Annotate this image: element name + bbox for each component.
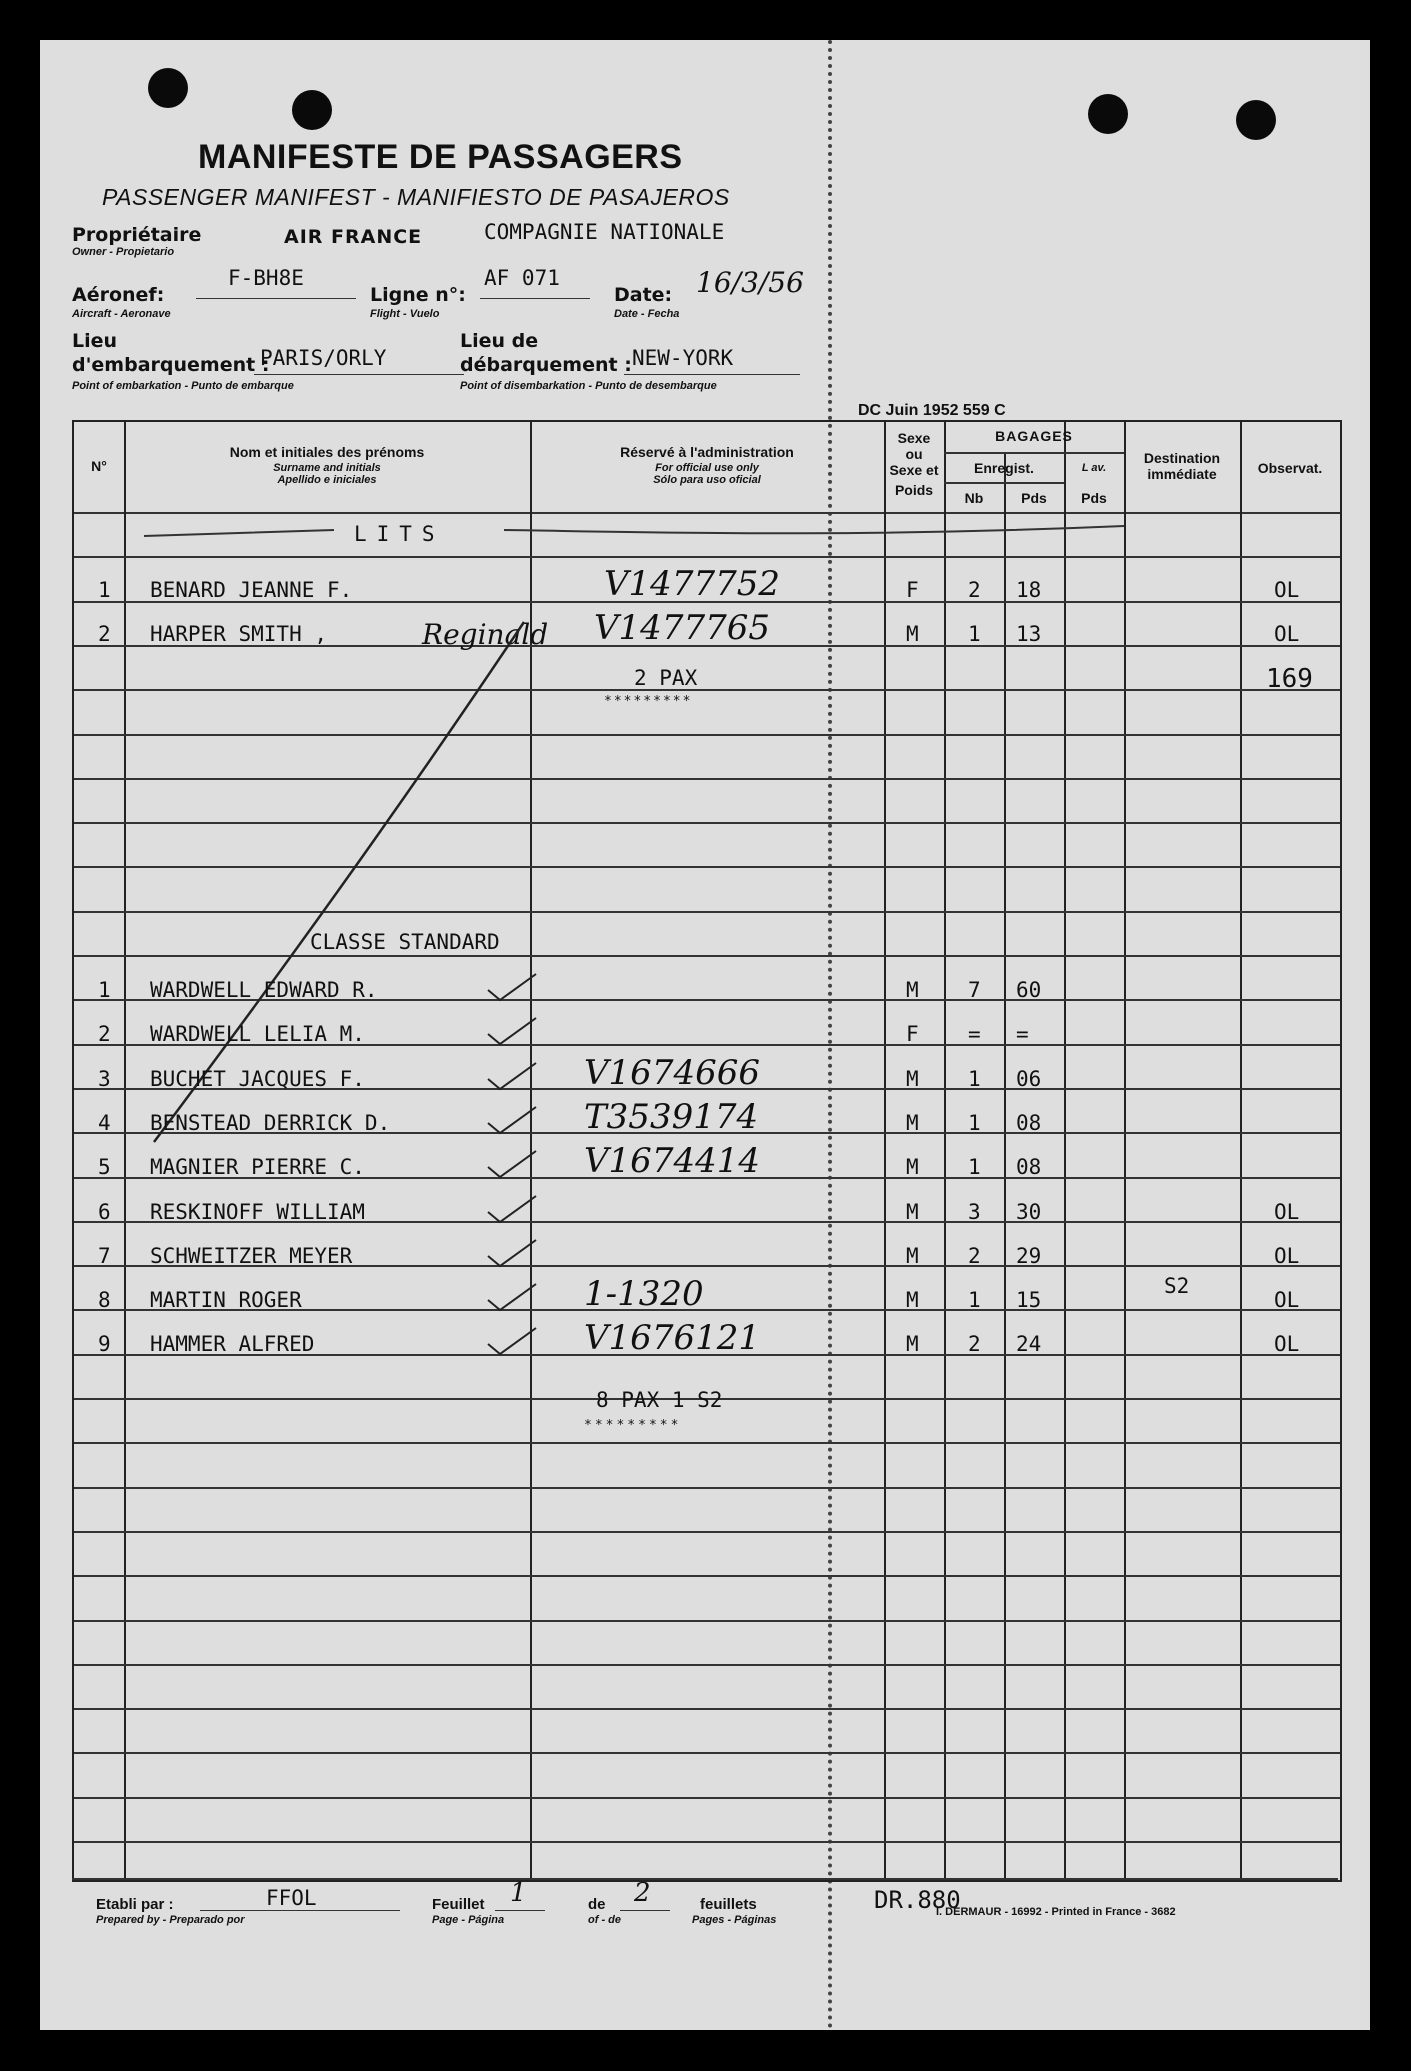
owner-value: AIR FRANCE: [284, 226, 423, 248]
standard-row-8-sex: M: [906, 1288, 919, 1313]
lits-total: 2 PAX: [634, 666, 698, 690]
standard-row-8-name: MARTIN ROGER: [150, 1288, 302, 1313]
standard-row-2-name: WARDWELL LELIA M.: [150, 1022, 365, 1047]
standard-row-8-admin: 1-1320: [584, 1274, 704, 1315]
col-header-free: L av.: [1081, 462, 1107, 474]
embark-label-2: d'embarquement :: [72, 354, 270, 376]
lits-row-2-nb: 1: [968, 622, 981, 646]
aircraft-sublabel: Aircraft - Aeronave: [72, 308, 171, 320]
standard-row-4-no: 4: [98, 1110, 111, 1135]
punch-hole: [148, 68, 188, 108]
standard-row-1-name: WARDWELL EDWARD R.: [150, 978, 378, 1002]
check-mark: [484, 1059, 564, 1099]
standard-row-8-dest: S2: [1164, 1274, 1190, 1299]
check-mark: [484, 1324, 564, 1364]
passenger-table: [72, 420, 1342, 1882]
table-row-line: [74, 1708, 1340, 1710]
col-header-admin-sub1: For official use only: [655, 462, 759, 474]
check-mark: [484, 1103, 564, 1143]
standard-row-9-admin: V1676121: [584, 1318, 760, 1359]
standard-row-8-nb: 1: [968, 1288, 981, 1313]
standard-row-5-admin: V1674414: [584, 1141, 760, 1182]
of-sublabel: of - de: [588, 1914, 621, 1926]
established-value: FFOL: [266, 1886, 317, 1910]
section-lits-label: LITS: [354, 522, 445, 546]
standard-row-6-no: 6: [98, 1199, 111, 1224]
standard-row-1-no: 1: [98, 978, 111, 1002]
check-mark: [484, 1236, 564, 1276]
lits-row-1-name: BENARD JEANNE F.: [150, 578, 353, 602]
standard-row-6-pds: 30: [1016, 1199, 1042, 1224]
standard-row-6-nb: 3: [968, 1199, 981, 1224]
disembark-label: Lieu de: [460, 330, 539, 352]
col-header-pds: Pds: [1021, 490, 1047, 506]
date-label: Date:: [614, 284, 673, 306]
sheet-label: Feuillet: [432, 1896, 485, 1913]
date-sublabel: Date - Fecha: [614, 308, 680, 320]
disembark-value: NEW-YORK: [632, 346, 734, 370]
check-mark: [484, 970, 564, 1010]
pages-label: feuillets: [700, 1896, 757, 1913]
lits-total-stars: *********: [604, 694, 693, 709]
standard-row-7-no: 7: [98, 1243, 111, 1268]
table-row-line: [74, 1442, 1340, 1444]
standard-row-4-admin: T3539174: [584, 1096, 759, 1137]
table-row-line: [74, 1664, 1340, 1666]
lits-row-2-pds: 13: [1016, 622, 1042, 646]
disembark-label-2: débarquement :: [460, 354, 632, 376]
col-header-nb: Nb: [964, 490, 984, 506]
standard-row-7-pds: 29: [1016, 1243, 1042, 1268]
col-header-admin: Réservé à l'administration: [620, 444, 794, 460]
standard-row-4-nb: 1: [968, 1110, 981, 1135]
date-value: 16/3/56: [696, 266, 804, 299]
col-header-no: N°: [91, 458, 107, 474]
standard-row-2-no: 2: [98, 1022, 111, 1047]
standard-row-7-sex: M: [906, 1243, 919, 1268]
standard-row-5-nb: 1: [968, 1155, 981, 1180]
lits-flourish: [144, 518, 1144, 548]
standard-row-9-nb: 2: [968, 1332, 981, 1357]
lits-row-2-name: HARPER SMITH ,: [150, 622, 328, 646]
col-header-sex-4: Poids: [894, 482, 934, 498]
table-row-line: [74, 1620, 1340, 1622]
standard-row-2-nb: =: [968, 1022, 981, 1047]
lits-row-1-obs: OL: [1274, 578, 1300, 602]
standard-total-stars: *********: [584, 1418, 682, 1433]
standard-row-3-name: BUCHET JACQUES F.: [150, 1066, 365, 1091]
established-label: Etabli par :: [96, 1896, 174, 1913]
aircraft-label: Aéronef:: [72, 284, 165, 306]
punch-hole: [1236, 100, 1276, 140]
col-header-registered: Enregist.: [974, 460, 1034, 476]
standard-row-3-admin: V1674666: [584, 1052, 760, 1093]
standard-row-4-name: BENSTEAD DERRICK D.: [150, 1110, 391, 1135]
standard-row-1-sex: M: [906, 978, 919, 1002]
check-mark: [484, 1192, 564, 1232]
standard-row-9-sex: M: [906, 1332, 919, 1357]
standard-row-5-pds: 08: [1016, 1155, 1042, 1180]
punch-hole: [1088, 94, 1128, 134]
lits-row-1-no: 1: [98, 578, 111, 602]
owner-label: Propriétaire: [72, 224, 202, 246]
lits-row-2-no: 2: [98, 622, 111, 646]
standard-row-7-name: SCHWEITZER MEYER: [150, 1243, 353, 1268]
standard-row-9-pds: 24: [1016, 1332, 1042, 1357]
section-standard-label: CLASSE STANDARD: [310, 930, 500, 954]
manifest-sheet: [40, 40, 1370, 2030]
printer-imprint: I. DERMAUR - 16992 - Printed in France - 3682: [936, 1906, 1176, 1918]
standard-row-9-name: HAMMER ALFRED: [150, 1332, 315, 1357]
manifest-subtitle: PASSENGER MANIFEST - MANIFIESTO DE PASAJEROS: [102, 184, 730, 210]
standard-row-5-sex: M: [906, 1155, 919, 1180]
dr-number: DR.880: [874, 1886, 961, 1914]
table-row-line: [74, 1797, 1340, 1799]
standard-row-9-no: 9: [98, 1332, 111, 1357]
col-header-sex-3: Sexe et: [889, 462, 939, 478]
standard-row-8-no: 8: [98, 1288, 111, 1313]
standard-row-7-nb: 2: [968, 1243, 981, 1268]
owner-sublabel: Owner - Propietario: [72, 246, 175, 258]
flight-label: Ligne n°:: [370, 284, 466, 306]
lits-row-2-sex: M: [906, 622, 919, 646]
owner-value-typed: COMPAGNIE NATIONALE: [484, 220, 725, 244]
standard-row-3-pds: 06: [1016, 1066, 1042, 1091]
lits-row-2-obs: OL: [1274, 622, 1300, 646]
col-header-destination: Destination immédiate: [1143, 450, 1221, 482]
standard-row-9-obs: OL: [1274, 1332, 1300, 1357]
col-header-sex: Sexe: [897, 430, 931, 446]
standard-row-6-sex: M: [906, 1199, 919, 1224]
lits-row-1-admin: V1477752: [604, 564, 780, 604]
col-header-name-sub1: Surname and initials: [273, 462, 381, 474]
standard-row-3-sex: M: [906, 1066, 919, 1091]
of-label: de: [588, 1896, 606, 1913]
aircraft-value: F-BH8E: [228, 266, 304, 290]
form-code: DC Juin 1952 559 C: [858, 402, 1006, 419]
table-row-line: [74, 556, 1340, 558]
col-header-baggage: BAGAGES: [995, 428, 1073, 444]
pages-sublabel: Pages - Páginas: [692, 1914, 777, 1926]
standard-row-6-obs: OL: [1274, 1199, 1300, 1224]
col-header-sex-2: ou: [905, 446, 923, 462]
lits-row-2-admin: V1477765: [594, 608, 770, 648]
table-row-line: [74, 1752, 1340, 1754]
standard-row-1-pds: 60: [1016, 978, 1042, 1002]
standard-row-4-pds: 08: [1016, 1110, 1042, 1135]
lits-row-2-annotation: Reginald: [422, 618, 549, 651]
check-mark: [484, 1147, 564, 1187]
disembark-sublabel: Point of disembarkation - Punto de desembarque: [460, 380, 717, 392]
table-row-line: [74, 1531, 1340, 1533]
col-header-name: Nom et initiales des prénoms: [229, 444, 425, 460]
standard-total: 8 PAX 1 S2: [596, 1388, 723, 1412]
standard-row-2-pds: =: [1016, 1022, 1029, 1047]
embark-value: PARIS/ORLY: [260, 346, 387, 370]
col-header-name-sub2: Apellido e iniciales: [277, 474, 377, 486]
standard-row-1-nb: 7: [968, 978, 981, 1002]
manifest-title: MANIFESTE DE PASSAGERS: [198, 138, 683, 176]
standard-row-8-obs: OL: [1274, 1288, 1300, 1313]
standard-row-6-name: RESKINOFF WILLIAM: [150, 1199, 365, 1224]
check-mark: [484, 1014, 564, 1054]
lits-row-1-nb: 2: [968, 578, 981, 602]
check-mark: [484, 1280, 564, 1320]
punch-hole: [292, 90, 332, 130]
observation-note-169: 169: [1266, 664, 1313, 694]
established-sublabel: Prepared by - Preparado por: [96, 1914, 245, 1926]
flight-value: AF 071: [484, 266, 560, 290]
table-row-line: [74, 1487, 1340, 1489]
sheet-value: 1: [510, 1878, 527, 1908]
standard-row-5-no: 5: [98, 1155, 111, 1180]
lits-row-1-sex: F: [906, 578, 919, 602]
standard-row-7-obs: OL: [1274, 1243, 1300, 1268]
standard-row-3-nb: 1: [968, 1066, 981, 1091]
embark-label: Lieu: [72, 330, 118, 352]
embark-sublabel: Point of embarkation - Punto de embarque: [72, 380, 294, 392]
lits-row-1-pds: 18: [1016, 578, 1042, 602]
standard-row-8-pds: 15: [1016, 1288, 1042, 1313]
col-header-free-pds: Pds: [1081, 490, 1107, 506]
col-header-admin-sub2: Sólo para uso oficial: [653, 474, 761, 486]
standard-row-2-sex: F: [906, 1022, 919, 1047]
of-value: 2: [634, 1878, 651, 1908]
sheet-sublabel: Page - Página: [432, 1914, 505, 1926]
table-row-line: [74, 1575, 1340, 1577]
standard-row-4-sex: M: [906, 1110, 919, 1135]
table-row-line: [74, 1841, 1340, 1843]
standard-row-5-name: MAGNIER PIERRE C.: [150, 1155, 365, 1180]
flight-sublabel: Flight - Vuelo: [370, 308, 440, 320]
standard-row-3-no: 3: [98, 1066, 111, 1091]
col-header-observations: Observat.: [1257, 460, 1323, 476]
